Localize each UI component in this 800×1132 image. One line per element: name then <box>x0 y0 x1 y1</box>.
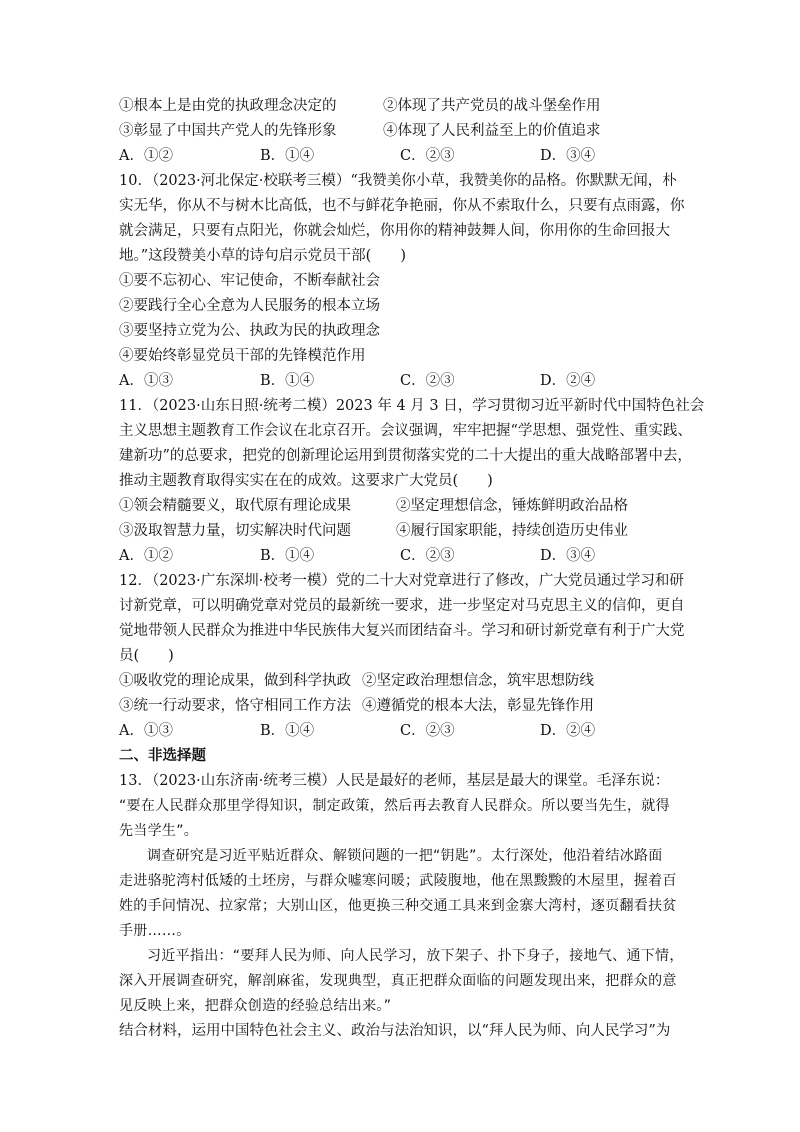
q12-stem-line-1: 12．（2023·广东深圳·校考一模）党的二十大对党章进行了修改，广大党员通过学习和研 <box>119 573 684 589</box>
q10-option-2: ②要践行全心全意为人民服务的根本立场 <box>119 298 380 314</box>
q13-intro-line-2: “要在人民群众那里学得知识，制定政策，然后再去教育人民群众。所以要当先生，就得 <box>119 798 670 814</box>
q11-stem-line-4: 推动主题教育取得实实在在的成效。这要求广大党员( ) <box>119 473 493 489</box>
q11-choice-a: A．①② <box>119 548 173 564</box>
q12-choice-c: C．②③ <box>400 723 455 739</box>
q9-option-3: ③彰显了中国共产党人的先锋形象 <box>119 123 337 139</box>
q11-stem-line-3: 建新功”的总要求，把党的创新理论运用到贯彻落实党的二十大提出的重大战略部署中去， <box>119 448 692 464</box>
q12-choice-d: D．②④ <box>540 723 596 739</box>
q9-option-4: ④体现了人民利益至上的价值追求 <box>383 123 601 139</box>
q12-stem-line-4: 员( ) <box>119 648 174 664</box>
q11-option-2: ②坚定理想信念，锤炼鲜明政治品格 <box>396 498 628 514</box>
q13-intro-line-1: 13．（2023·山东济南·统考三模）人民是最好的老师，基层是最大的课堂。毛泽东说： <box>119 773 670 789</box>
q10-stem-line-1: 10．（2023·河北保定·校联考三模）“我赞美你小草，我赞美你的品格。你默默无闻，朴 <box>119 173 677 189</box>
q10-choice-c: C．②③ <box>400 373 455 389</box>
q12-option-4: ④遵循党的根本大法，彰显先锋作用 <box>362 698 594 714</box>
q9-option-1: ①根本上是由党的执政理念决定的 <box>119 98 337 114</box>
q13-material-1-line-2: 走进骆驼湾村低矮的土坯房，与群众嘘寒问暖；武陵腹地，他在黑黢黢的木屋里，握着百 <box>119 873 677 889</box>
q12-option-1: ①吸收党的理论成果，做到科学执政 <box>119 673 351 689</box>
q13-material-1-line-3: 姓的手问情况、拉家常；大别山区，他更换三种交通工具来到金寨大湾村，逐页翻看扶贫 <box>119 898 677 914</box>
q10-stem-line-2: 实无华，你从不与树木比高低，也不与鲜花争艳丽，你从不索取什么，只要有点雨露，你 <box>119 198 685 214</box>
q10-choice-b: B．①④ <box>260 373 315 389</box>
q13-material-2-line-1: 习近平指出：“要拜人民为师、向人民学习，放下架子、扑下身子，接地气、通下情， <box>147 948 684 964</box>
q10-option-3: ③要坚持立党为公、执政为民的执政理念 <box>119 323 380 339</box>
q12-choice-a: A．①③ <box>119 723 173 739</box>
q13-intro-line-3: 先当学生”。 <box>119 823 199 839</box>
q11-option-1: ①领会精髓要义，取代原有理论成果 <box>119 498 351 514</box>
q9-choice-c: C．②③ <box>400 148 455 164</box>
q10-choice-d: D．②④ <box>540 373 596 389</box>
q9-choice-a: A．①② <box>119 148 173 164</box>
q13-material-1-line-4: 手册……。 <box>119 923 191 939</box>
q10-option-4: ④要始终彰显党员干部的先锋模范作用 <box>119 348 366 364</box>
q12-choice-b: B．①④ <box>260 723 315 739</box>
q11-stem-line-1: 11．（2023·山东日照·统考二模）2023 年 4 月 3 日，学习贯彻习近平新时代中国特色社会 <box>119 398 705 414</box>
q11-stem-line-2: 主义思想主题教育工作会议在北京召开。会议强调，牢牢把握“学思想、强党性、重实践、 <box>119 423 692 439</box>
q11-choice-c: C．②③ <box>400 548 455 564</box>
q13-material-1-line-1: 调查研究是习近平贴近群众、解锁问题的一把“钥匙”。太行深处，他沿着结冰路面 <box>147 848 663 864</box>
q9-option-2: ②体现了共产党员的战斗堡垒作用 <box>383 98 601 114</box>
q11-choice-b: B．①④ <box>260 548 315 564</box>
q11-option-4: ④履行国家职能，持续创造历史伟业 <box>396 523 628 539</box>
q10-choice-a: A．①③ <box>119 373 173 389</box>
q12-option-3: ③统一行动要求，恪守相同工作方法 <box>119 698 351 714</box>
q12-stem-line-2: 讨新党章，可以明确党章对党员的最新统一要求，进一步坚定对马克思主义的信仰，更自 <box>119 598 685 614</box>
q12-stem-line-3: 觉地带领人民群众为推进中华民族伟大复兴而团结奋斗。学习和研讨新党章有利于广大党 <box>119 623 685 639</box>
q11-choice-d: D．③④ <box>540 548 596 564</box>
q11-option-3: ③汲取智慧力量，切实解决时代问题 <box>119 523 351 539</box>
q12-option-2: ②坚定政治理想信念，筑牢思想防线 <box>362 673 594 689</box>
q10-option-1: ①要不忘初心、牢记使命，不断奉献社会 <box>119 273 380 289</box>
q13-material-2-line-2: 深入开展调查研究，解剖麻雀，发现典型，真正把群众面临的问题发现出来，把群众的意 <box>119 973 677 989</box>
q13-material-2-line-3: 见反映上来，把群众创造的经验总结出来。” <box>119 998 392 1014</box>
q9-choice-b: B．①④ <box>260 148 315 164</box>
section-heading: 二、非选择题 <box>119 747 206 764</box>
q10-stem-line-4: 地。”这段赞美小草的诗句启示党员干部( ) <box>119 248 406 264</box>
q9-choice-d: D．③④ <box>540 148 596 164</box>
q13-question-line: 结合材料，运用中国特色社会主义、政治与法治知识，以“拜人民为师、向人民学习”为 <box>119 1023 671 1039</box>
q10-stem-line-3: 就会满足，只要有点阳光，你就会灿烂，你用你的精神鼓舞人间，你用你的生命回报大 <box>119 223 670 239</box>
